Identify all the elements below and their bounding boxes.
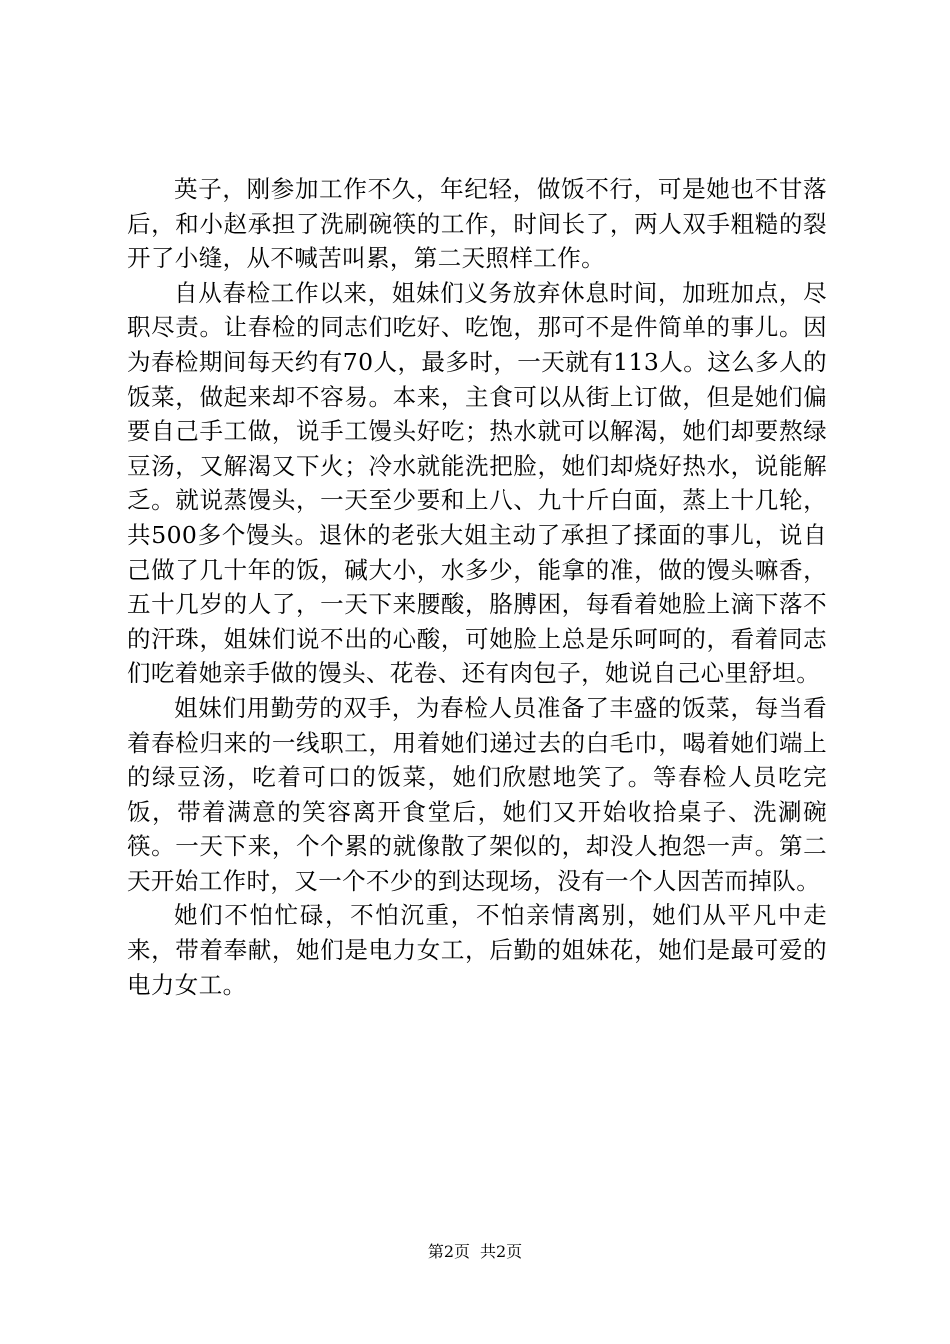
page-footer <box>0 1242 950 1262</box>
paragraph-3: 姐妹们用勤劳的双手，为春检人员准备了丰盛的饭菜，每当看着春检归来的一线职工，用着她们递过去的白毛巾，喝着她们端上的绿豆汤，吃着可口的饭菜，她们欣慰地笑了。等春检人员吃完饭，带着满意的笑容离开食堂后，她们又开始收拾桌子、洗涮碗筷。一天下来，个个累的就像散了架似的，却没人抱怨一声。第二天开始工作时，又一个不少的到达现场，没有一个人因苦而掉队。 <box>127 693 827 895</box>
total-pages: 共2页 <box>480 1242 523 1261</box>
page-number: 第2页 <box>427 1242 470 1261</box>
body-text <box>127 172 827 1002</box>
paragraph-1: 英子，刚参加工作不久，年纪轻，做饭不行，可是她也不甘落后，和小赵承担了洗刷碗筷的工作，时间长了，两人双手粗糙的裂开了小缝，从不喊苦叫累，第二天照样工作。 <box>127 175 827 273</box>
paragraph-2: 自从春检工作以来，姐妹们义务放弃休息时间，加班加点，尽职尽责。让春检的同志们吃好、吃饱，那可不是件简单的事儿。因为春检期间每天约有70人，最多时，一天就有113人。这么多人的饭菜，做起来却不容易。本来，主食可以从街上订做，但是她们偏要自己手工做，说手工馒头好吃；热水就可以解渴，她们却要熬绿豆汤，又解渴又下火；冷水就能洗把脸，她们却烧好热水，说能解乏。就说蒸馒头，一天至少要和上八、九十斤白面，蒸上十几轮，共500多个馒头。退休的老张大姐主动了承担了揉面的事儿，说自己做了几十年的饭，碱大小，水多少，能拿的准，做的馒头嘛香，五十几岁的人了，一天下来腰酸，胳膊困，每看着她脸上滴下落不的汗珠，姐妹们说不出的心酸，可她脸上总是乐呵呵的，看着同志们吃着她亲手做的馒头、花卷、还有肉包子，她说自己心里舒坦。 <box>127 278 827 688</box>
paragraph-4: 她们不怕忙碌，不怕沉重，不怕亲情离别，她们从平凡中走来，带着奉献，她们是电力女工，后勤的姐妹花，她们是最可爱的电力女工。 <box>127 901 827 999</box>
